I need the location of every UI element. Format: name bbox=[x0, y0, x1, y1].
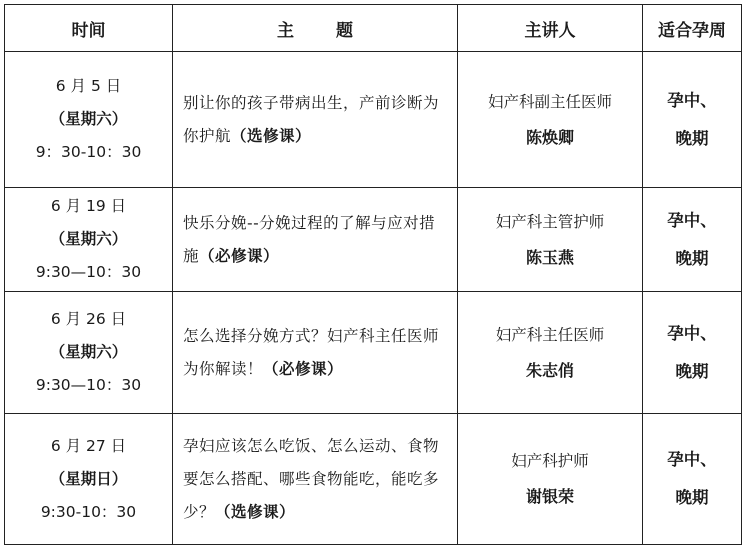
suitable-line-2: 晚期 bbox=[675, 248, 709, 268]
speaker-title: 妇产科副主任医师 bbox=[487, 92, 612, 111]
speaker-name: 谢银荣 bbox=[525, 487, 574, 506]
speaker-title: 妇产科主任医师 bbox=[495, 325, 605, 344]
suitable-line-2: 晚期 bbox=[675, 128, 709, 148]
speaker-name: 陈玉燕 bbox=[525, 247, 574, 267]
date-text: 6 月 26 日 bbox=[50, 310, 127, 328]
speaker-cell bbox=[458, 188, 643, 292]
suitable-cell bbox=[643, 292, 742, 414]
course-type: （选修课） bbox=[215, 502, 296, 521]
suitable-line-2: 晚期 bbox=[675, 361, 709, 381]
date-text: 6 月 5 日 bbox=[55, 77, 122, 95]
time-cell bbox=[5, 52, 173, 188]
header-suitable-weeks: 适合孕周 bbox=[643, 5, 742, 52]
time-text: 9:30—10：30 bbox=[35, 263, 142, 281]
schedule-table bbox=[4, 4, 742, 545]
topic-text: 别让你的孩子带病出生，产前诊断为你护航 bbox=[183, 93, 440, 145]
topic-text: 孕妇应该怎么吃饭、怎么运动、食物要怎么搭配、哪些食物能吃，能吃多少？ bbox=[183, 436, 440, 521]
table-row bbox=[5, 188, 742, 292]
time-cell bbox=[5, 292, 173, 414]
speaker-cell bbox=[458, 52, 643, 188]
header-topic: 主 题 bbox=[173, 5, 458, 52]
header-speaker: 主讲人 bbox=[458, 5, 643, 52]
time-cell bbox=[5, 414, 173, 545]
speaker-title: 妇产科护师 bbox=[511, 452, 589, 470]
suitable-line-1: 孕中、 bbox=[667, 210, 717, 230]
weekday-text: （星期六） bbox=[49, 343, 128, 361]
header-row bbox=[5, 5, 742, 52]
time-text: 9:30-10：30 bbox=[40, 502, 137, 521]
topic-cell bbox=[173, 52, 458, 188]
date-text: 6 月 27 日 bbox=[50, 436, 127, 455]
suitable-line-1: 孕中、 bbox=[667, 450, 717, 469]
speaker-cell bbox=[458, 292, 643, 414]
course-type: （选修课） bbox=[231, 126, 312, 145]
time-text: 9：30-10：30 bbox=[35, 143, 142, 161]
header-time: 时间 bbox=[5, 5, 173, 52]
time-text: 9:30—10：30 bbox=[35, 376, 142, 394]
time-cell bbox=[5, 188, 173, 292]
speaker-cell bbox=[458, 414, 643, 545]
suitable-cell bbox=[643, 188, 742, 292]
speaker-name: 朱志俏 bbox=[525, 360, 574, 380]
course-type: （必修课） bbox=[263, 359, 344, 378]
table-row bbox=[5, 414, 742, 545]
date-text: 6 月 19 日 bbox=[50, 197, 127, 215]
suitable-line-2: 晚期 bbox=[675, 488, 709, 507]
weekday-text: （星期日） bbox=[49, 469, 128, 488]
topic-text: 快乐分娩--分娩过程的了解与应对措施 bbox=[183, 213, 436, 265]
course-type: （必修课） bbox=[199, 246, 280, 265]
topic-cell bbox=[173, 292, 458, 414]
table-row bbox=[5, 292, 742, 414]
topic-cell bbox=[173, 414, 458, 545]
suitable-line-1: 孕中、 bbox=[667, 323, 717, 343]
suitable-line-1: 孕中、 bbox=[667, 90, 717, 110]
weekday-text: （星期六） bbox=[49, 110, 128, 128]
suitable-cell bbox=[643, 414, 742, 545]
speaker-title: 妇产科主管护师 bbox=[495, 212, 605, 231]
suitable-cell bbox=[643, 52, 742, 188]
topic-cell bbox=[173, 188, 458, 292]
topic-text: 怎么选择分娩方式？妇产科主任医师为你解读！ bbox=[183, 326, 440, 378]
table-row bbox=[5, 52, 742, 188]
weekday-text: （星期六） bbox=[49, 230, 128, 248]
speaker-name: 陈焕卿 bbox=[525, 127, 574, 147]
